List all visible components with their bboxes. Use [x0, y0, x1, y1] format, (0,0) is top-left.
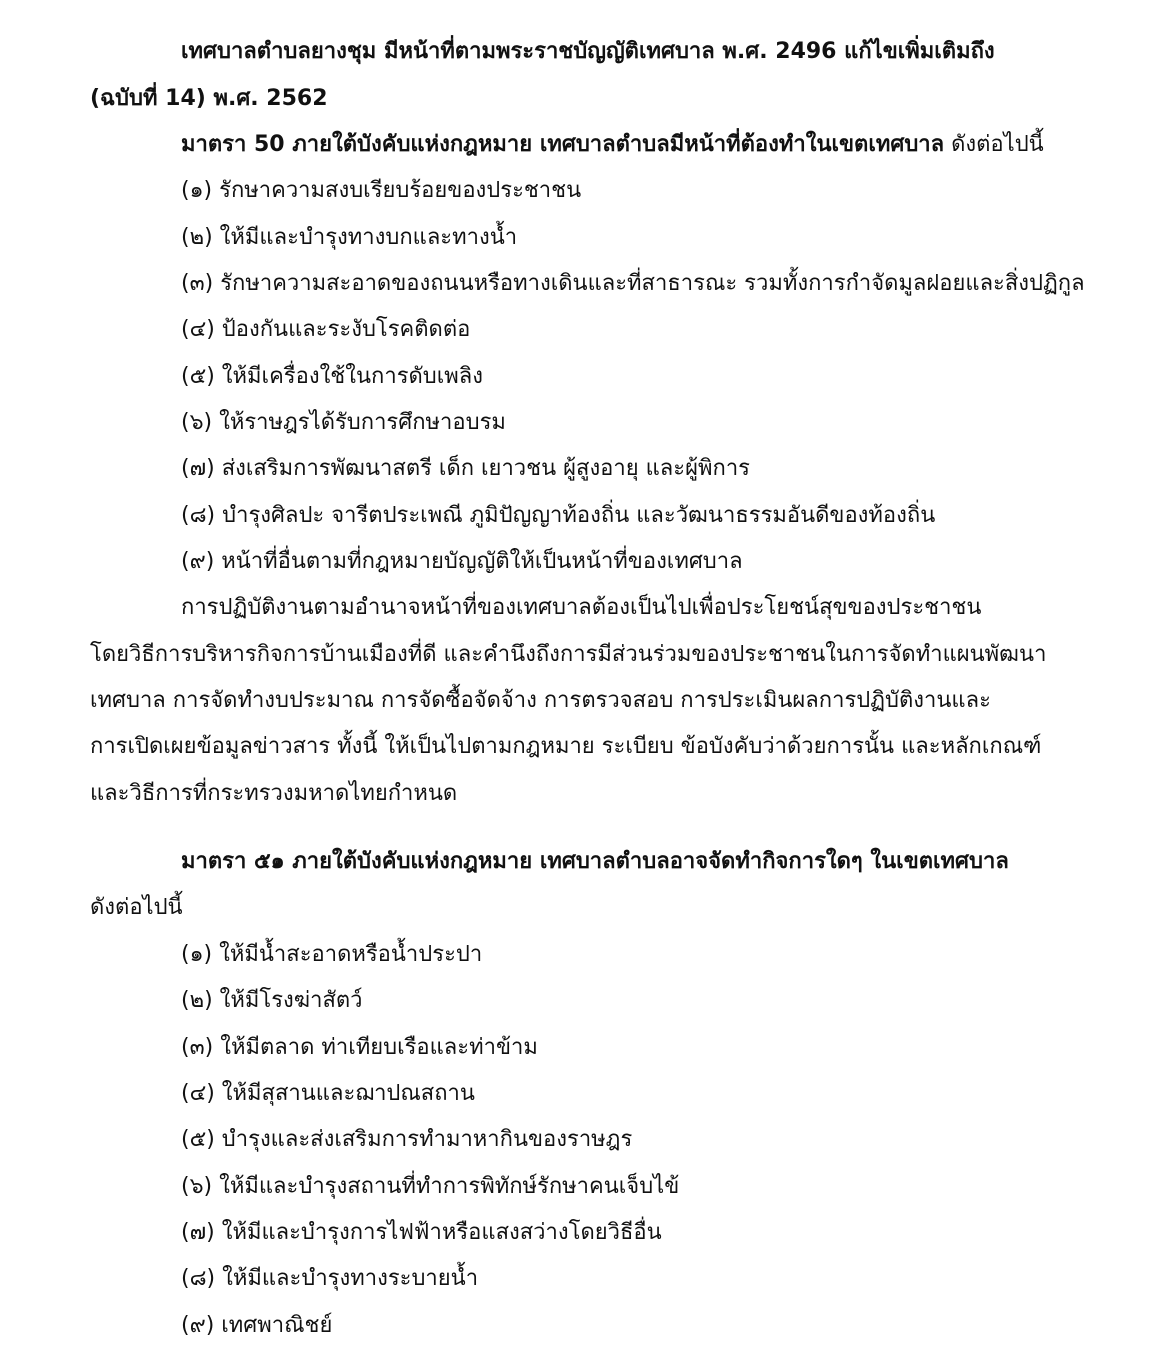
section-51-item: (๖) ให้มีและบำรุงสถานที่ทำการพิทักษ์รักษาคนเจ็บไข้: [181, 1174, 680, 1199]
section-50-paragraph-line: โดยวิธีการบริหารกิจการบ้านเมืองที่ดี และคำนึงถึงการมีส่วนร่วมของประชาชนในการจัดทำแผนพัฒนา: [90, 642, 1047, 667]
section-51-item: (๑) ให้มีน้ำสะอาดหรือน้ำประปา: [181, 942, 483, 967]
section-50-paragraph-line: เทศบาล การจัดทำงบประมาณ การจัดซื้อจัดจ้าง การตรวจสอบ การประเมินผลการปฏิบัติงานและ: [90, 688, 991, 713]
section-51-item: (๘) ให้มีและบำรุงทางระบายน้ำ: [181, 1266, 479, 1291]
section-51-item: (๒) ให้มีโรงฆ่าสัตว์: [181, 988, 363, 1013]
section-50-item: (๑) รักษาความสงบเรียบร้อยของประชาชน: [181, 178, 582, 203]
section-50-heading-rest: ดังต่อไปนี้: [944, 132, 1044, 157]
section-51-item: (๔) ให้มีสุสานและฌาปณสถาน: [181, 1081, 475, 1106]
section-50-item: (๒) ให้มีและบำรุงทางบกและทางน้ำ: [181, 225, 518, 250]
section-50-item: (๔) ป้องกันและระงับโรคติดต่อ: [181, 317, 471, 342]
section-51-heading: มาตรา ๕๑ ภายใต้บังคับแห่งกฎหมาย เทศบาลตำบลอาจจัดทำกิจการใดๆ ในเขตเทศบาล: [181, 849, 1009, 874]
section-50-item: (๙) หน้าที่อื่นตามที่กฎหมายบัญญัติให้เป็นหน้าที่ของเทศบาล: [181, 549, 743, 574]
section-50-item: (๗) ส่งเสริมการพัฒนาสตรี เด็ก เยาวชน ผู้สูงอายุ และผู้พิการ: [181, 456, 750, 481]
section-50-paragraph-line: และวิธีการที่กระทรวงมหาดไทยกำหนด: [90, 781, 458, 806]
section-51-item: (๙) เทศพาณิชย์: [181, 1313, 333, 1338]
section-50-item: (๓) รักษาความสะอาดของถนนหรือทางเดินและที่สาธารณะ รวมทั้งการกำจัดมูลฝอยและสิ่งปฏิกูล: [181, 271, 1085, 296]
section-50-heading-bold: มาตรา 50 ภายใต้บังคับแห่งกฎหมาย เทศบาลตำบลมีหน้าที่ต้องทำในเขตเทศบาล: [181, 132, 945, 157]
section-50-item: (๕) ให้มีเครื่องใช้ในการดับเพลิง: [181, 364, 484, 389]
section-51-heading-continued: ดังต่อไปนี้: [90, 895, 183, 920]
section-50-item: (๖) ให้ราษฎรได้รับการศึกษาอบรม: [181, 410, 506, 435]
section-50-paragraph-line: การปฏิบัติงานตามอำนาจหน้าที่ของเทศบาลต้องเป็นไปเพื่อประโยชน์สุขของประชาชน: [181, 595, 982, 620]
section-51-item: (๗) ให้มีและบำรุงการไฟฟ้าหรือแสงสว่างโดยวิธีอื่น: [181, 1220, 662, 1245]
intro-line-1: เทศบาลตำบลยางชุม มีหน้าที่ตามพระราชบัญญัติเทศบาล พ.ศ. 2496 แก้ไขเพิ่มเติมถึง: [181, 39, 995, 64]
section-50-item: (๘) บำรุงศิลปะ จารีตประเพณี ภูมิปัญญาท้องถิ่น และวัฒนาธรรมอันดีของท้องถิ่น: [181, 503, 936, 528]
section-50-paragraph-line: การเปิดเผยข้อมูลข่าวสาร ทั้งนี้ ให้เป็นไปตามกฎหมาย ระเบียบ ข้อบังคับว่าด้วยการนั้น และหลักเกณฑ์: [90, 734, 1042, 759]
intro-line-2: (ฉบับที่ 14) พ.ศ. 2562: [90, 86, 328, 111]
section-50-heading: [181, 129, 1044, 161]
section-51-item: (๓) ให้มีตลาด ท่าเทียบเรือและท่าข้าม: [181, 1035, 538, 1060]
section-51-item: (๕) บำรุงและส่งเสริมการทำมาหากินของราษฎร: [181, 1127, 633, 1152]
